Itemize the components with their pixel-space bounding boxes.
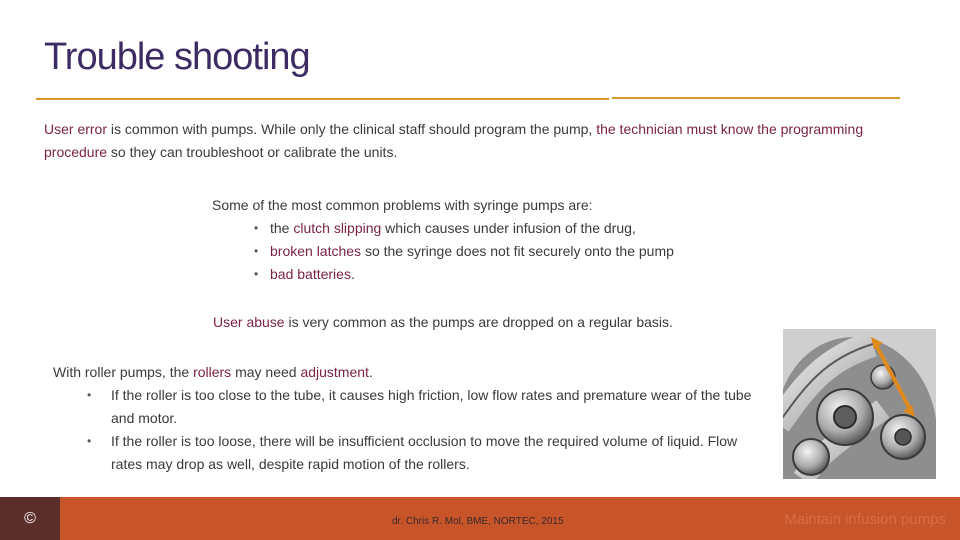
intro-text-1: is common with pumps. While only the clinical staff should program the pump,	[107, 121, 597, 137]
list-item	[212, 240, 772, 263]
item-emphasis: bad batteries	[270, 266, 351, 282]
problems-section	[212, 194, 772, 286]
abuse-paragraph	[213, 311, 773, 334]
rollers-text: With roller pumps, the	[53, 364, 194, 380]
problems-lead: Some of the most common problems with syringe pumps are:	[212, 197, 593, 213]
rollers-emphasis: rollers	[193, 364, 232, 380]
list-item	[212, 217, 772, 240]
problems-list	[212, 217, 772, 286]
rollers-section	[53, 361, 753, 476]
title-underline	[36, 98, 609, 100]
roller-pump-illustration	[783, 329, 936, 479]
item-text: so the syringe does not fit securely onto the pump	[361, 243, 674, 259]
slide-title: Trouble shooting	[44, 36, 310, 78]
rollers-lead	[53, 361, 753, 384]
rollers-emphasis: adjustment	[300, 364, 369, 380]
bullet-icon: •	[254, 244, 259, 258]
item-text: .	[350, 266, 355, 282]
item-text: If the roller is too loose, there will be insufficient occlusion to move the required volume of liquid. Flow rates may drop as well, despite rapid motion of the rollers.	[111, 433, 738, 472]
roller-pump-photo	[783, 329, 936, 479]
rollers-text: .	[368, 364, 373, 380]
item-emphasis: broken latches	[270, 243, 362, 259]
bullet-icon: •	[87, 434, 92, 448]
bullet-icon: •	[254, 221, 259, 235]
rollers-list	[53, 384, 753, 476]
intro-emphasis-user-error: User error	[44, 121, 108, 137]
title-underline-right	[612, 97, 900, 99]
list-item	[212, 263, 772, 286]
intro-paragraph	[44, 118, 904, 164]
copyright-badge: ©	[0, 497, 60, 540]
bullet-icon: •	[254, 267, 259, 281]
intro-text-2: so they can troubleshoot or calibrate the units.	[107, 144, 398, 160]
item-emphasis: clutch slipping	[293, 220, 382, 236]
item-text: If the roller is too close to the tube, it causes high friction, low flow rates and premature wear of the tube and motor.	[111, 387, 752, 426]
footer-credit: dr. Chris R. Mol, BME, NORTEC, 2015	[392, 516, 564, 527]
bullet-icon: •	[87, 388, 92, 402]
intro-emphasis-technician: the technician must know the programming procedure	[44, 121, 864, 160]
rollers-text: may need	[231, 364, 301, 380]
item-text: which causes under infusion of the drug,	[381, 220, 636, 236]
list-item	[53, 384, 753, 430]
abuse-emphasis: User abuse	[213, 314, 285, 330]
abuse-text: is very common as the pumps are dropped on a regular basis.	[284, 314, 673, 330]
item-text: the	[270, 220, 294, 236]
footer-bar	[0, 497, 960, 540]
footer-title: Maintain infusion pumps	[784, 511, 946, 528]
list-item	[53, 430, 753, 476]
